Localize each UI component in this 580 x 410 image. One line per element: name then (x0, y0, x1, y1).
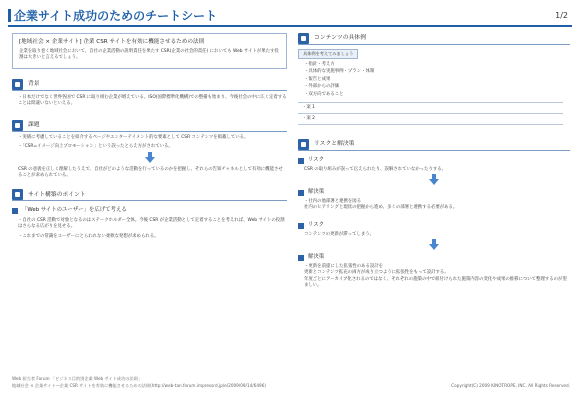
tools-icon (298, 139, 309, 150)
risks-heading (298, 139, 570, 151)
issue-bullet: ・実績に考慮していることを紹介するページやエンターテイメント的な要素として CSR コンテンツを掲載している。 (18, 134, 249, 140)
document-icon (12, 79, 23, 90)
issues-title: 課題 (28, 122, 40, 129)
idea-row: ・案 1 (298, 103, 563, 114)
contents-title: コンテンツの具体例 (314, 35, 366, 42)
puzzle-icon (12, 120, 23, 131)
solution-subheading (298, 189, 570, 197)
left-column (12, 33, 287, 240)
points-subtitle: 「Web サイトのユーザー」を広げて考える (22, 207, 127, 214)
issues-heading (12, 120, 287, 132)
footer-url: 地域社会 × 企業サイト—企業 CSR サイトを有効に機能させるための法則(http://web-tan.forum.impressrd.jp/e/2009/09/14/6496) (12, 382, 266, 388)
content-item: ・報告と成果 (304, 76, 331, 82)
points-title: サイト構築のポイント (28, 191, 86, 198)
pointer-icon (12, 189, 23, 200)
right-column (298, 33, 570, 289)
page-header (8, 6, 572, 26)
title-marker (8, 9, 11, 22)
contents-label: 具体例を考えてみましょう (298, 49, 358, 59)
contents-heading (298, 33, 570, 45)
idea-table (298, 102, 563, 125)
point-bullet: ・自社の CSR 活動で対象となるのはステークホルダー全体。今後 CSR が企業活動として定着することを考えれば、Web サイトの役割はさらなる広がりを見せる。 (18, 218, 285, 230)
page-number: 1/2 (555, 11, 568, 20)
point-bullet: ・これまでの常識をユーザーにとらわれない柔軟な発想が求められる。 (18, 233, 159, 239)
content-item: ・具体的な実施事例・プラン・体制 (304, 69, 375, 75)
solution-text: ・社内の他部署と連携を図る 社内のヒアリングと現状の把握から進め、多くの部署と連携する必要がある。 (304, 199, 458, 211)
content-item: ・双方向であること (304, 91, 344, 97)
down-arrow-icon (145, 157, 155, 163)
issue-bullet: ・「CSR=イメージ向上プロモーション」という誤ったとらえ方がされている。 (18, 144, 173, 150)
page-footer (12, 376, 570, 389)
issues-conclusion: CSR の意義を正しく理解したうえで、自社がどのような活動を行っているのかを把握し、それらの告知チャネルとして有効に機能させることが求められている。 (18, 166, 283, 178)
solution-text: ・更新を前提にした拡張性のある設計を 更新とコンテンツ拡充の両方が成り立つように拡張性をもって設計する。 年度ごとにアーカイブ化されるのではなく、それぞれの施策の中で紐付けられた施策内容の変化や成果の推移について整理するのが望ましい。 (304, 263, 567, 288)
risk-subtitle: リスク (308, 221, 325, 228)
square-bullet-icon (12, 208, 18, 214)
risk-subheading (298, 157, 570, 165)
down-arrow-icon (429, 179, 439, 185)
solution-subtitle: 解決策 (308, 189, 325, 196)
square-bullet-icon (298, 255, 304, 261)
risk-text: CSR の取り組みが誤って伝えられたり、誤解されていなかったりする。 (304, 166, 447, 172)
down-arrow-icon (429, 244, 439, 250)
square-bullet-icon (298, 223, 304, 229)
risk-subheading (298, 222, 570, 230)
copyright: Copyright(C) 2009 KINOTROPE, INC. All Rights Reserved. (451, 383, 570, 388)
solution-subheading (298, 254, 570, 262)
risks-title: リスクと解決策 (314, 141, 355, 148)
points-subheading (12, 207, 287, 215)
footer-source: Web 担当者 Forum 「ビジネス目的別企業 Web サイト成功の法則」 (12, 376, 142, 381)
content-item: ・外部からの評価 (304, 84, 340, 90)
points-heading (12, 189, 287, 201)
background-title: 背景 (28, 81, 40, 88)
header-rule (8, 25, 572, 27)
risk-text: コンテンツの更新が滞ってしまう。 (304, 231, 375, 237)
content-item: ・指針・考え方 (304, 62, 335, 68)
background-heading (12, 79, 287, 91)
idea-row: ・案 2 (298, 114, 563, 125)
solution-subtitle: 解決策 (308, 253, 325, 260)
intro-title: [地域社会 × 企業サイト] 企業 CSR サイトを有効に機能させるための法則 (19, 39, 205, 45)
intro-body: 企業を取り巻く地域社会において、自社の企業活動の説明責任を果たす CSR(企業の社会的責任) においても Web サイトが果たす役割は大きいと言えるでしょう。 (19, 49, 279, 61)
page-title: 企業サイト成功のためのチートシート (14, 9, 218, 23)
background-text: ・日本だけでなく世界各国で CSR に取り組む企業が増えている。ISO(国際標準化機構)での整備も始まり、今後社会の中に広く定着することは間違いないといえる。 (18, 95, 287, 107)
intro-box (12, 33, 287, 69)
square-bullet-icon (298, 190, 304, 196)
risk-subtitle: リスク (308, 156, 325, 163)
monitor-icon (298, 33, 309, 44)
square-bullet-icon (298, 158, 304, 164)
